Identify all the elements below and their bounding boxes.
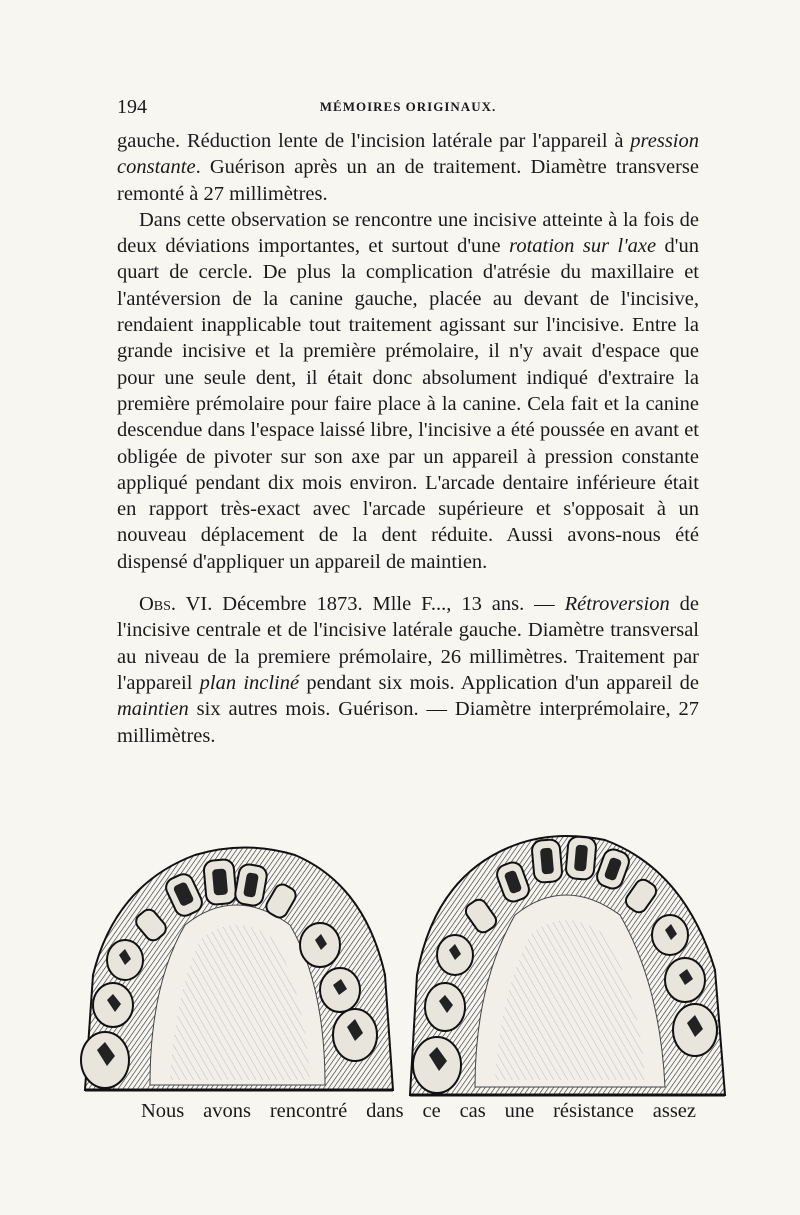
obs-label: Obs. VI.	[139, 593, 213, 616]
paragraph-obs-vi	[117, 591, 699, 749]
p2-text-c: d'un quart de cercle. De plus la complication d'atrésie du maxillaire et l'antéversion de la canine gauche, placée au devant de l'incisive, rendaient inapplicable tout traitement agissant sur l'incisive. Entre la grande incisive et la première prémolaire, il n'y avait d'espace que pour une seule dent, il était donc absolument indiqué d'extraire la première prémolaire pour faire place à la canine. Cela fait et la canine descendue dans l'espace laissé libre, l'incisive a été poussée en avant et obligée de pivoter sur son axe par un appareil à pression constante appliqué pendant dix mois environ. L'arcade dentaire inférieure était en rapport très-exact avec l'arcade supérieure et s'opposait à un nouveau déplacement de la dent réduite. Aussi avons-nous été dispensé d'appliquer un appareil de maintien.	[117, 235, 699, 573]
p1-text-a: gauche. Réduction lente de l'incision latérale par l'appareil à	[117, 130, 631, 152]
page-header	[117, 96, 699, 122]
cast-before	[81, 848, 393, 1091]
p3-italic-maintien: maintien	[117, 698, 189, 721]
dental-casts-figure	[75, 815, 735, 1105]
p1-italic-pression: pression constante	[117, 130, 699, 179]
continuation-line: Nous avons rencontré dans ce cas une résistance assez	[141, 1100, 696, 1122]
p3-text-a: Décembre 1873. Mlle F..., 13 ans. —	[212, 593, 565, 616]
p3-italic-plan-incline: plan incliné	[199, 671, 300, 694]
paragraph-2	[117, 207, 699, 575]
p3-text-c: de l'incisive centrale et de l'incisive latérale gauche. Diamètre transversal au niveau de la premiere prémolaire, 26 millimètres. Traitement par l'appareil	[117, 593, 699, 694]
paragraph-1	[117, 128, 699, 207]
p2-text-a: Dans cette observation se rencontre une incisive atteinte à la fois de deux déviations importantes, et surtout d'une	[117, 208, 699, 258]
dental-arch-engraving	[75, 815, 735, 1105]
p2-italic-rotation: rotation sur l'axe	[509, 235, 657, 258]
running-title: MÉMOIRES ORIGINAUX.	[319, 99, 497, 114]
page-number: 194	[117, 96, 147, 118]
body-text	[117, 128, 699, 749]
p3-text-g: six autres mois. Guérison. — Diamètre interprémolaire, 27 millimètres.	[117, 698, 699, 747]
p3-italic-retroversion: Rétroversion	[564, 593, 670, 616]
p3-text-e: pendant six mois. Application d'un appareil de	[299, 671, 699, 694]
p1-text-c: . Guérison après un an de traitement. Diamètre transverse remonté à 27 millimètres.	[117, 156, 699, 205]
cast-after	[410, 836, 725, 1095]
